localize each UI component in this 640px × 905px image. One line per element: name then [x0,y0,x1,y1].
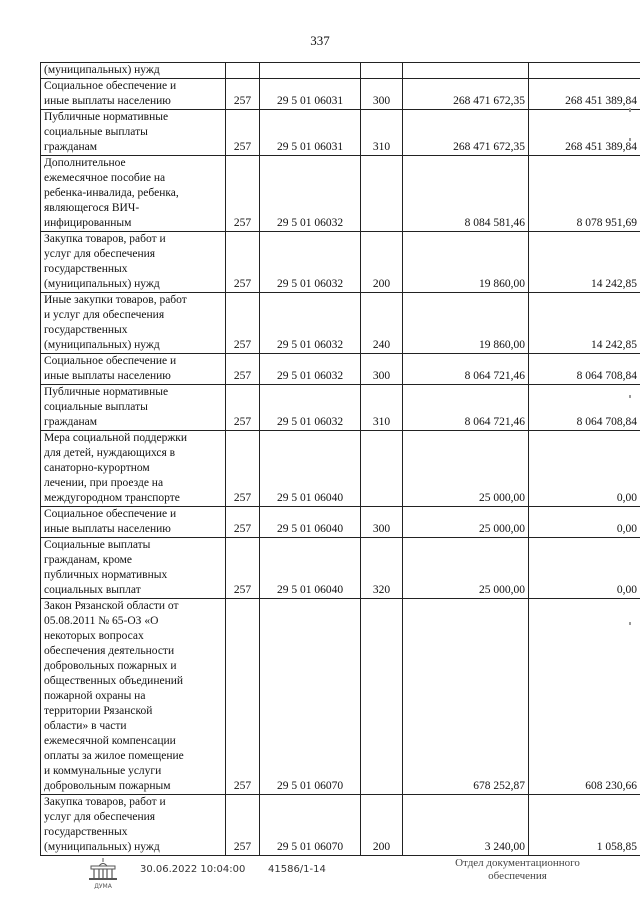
row-name [41,507,226,538]
row-name-line: иные выплаты населению [44,523,171,535]
row-type: 240 [361,293,403,354]
row-name [41,431,226,507]
row-name-line: ребенка-инвалида, ребенка, [44,187,179,199]
row-name-line: социальные выплаты [44,126,148,138]
row-code: 29 5 01 06070 [260,795,361,856]
row-name-line: лечении, при проезде на [44,477,164,489]
row-name-line: инфицированным [44,217,132,229]
row-name-line: гражданам [44,141,98,153]
row-code [260,63,361,79]
row-type: 320 [361,538,403,599]
row-amount-2: 8 078 951,69 [529,156,640,232]
table-row [41,385,640,431]
row-name-line: добровольных пожарных и [44,660,177,672]
row-name-line: Социальное обеспечение и [44,355,177,367]
row-type: 300 [361,507,403,538]
row-name-line: некоторых вопросах [44,630,144,642]
row-type: 310 [361,110,403,156]
row-type: 300 [361,354,403,385]
row-name-line: Дополнительное [44,157,126,169]
row-amount-2: 14 242,85 [529,232,640,293]
row-name-line: государственных [44,324,128,336]
row-amount-2: 8 064 708,84 [529,385,640,431]
table-row [41,795,640,856]
row-name [41,232,226,293]
row-type [361,63,403,79]
row-dept: 257 [226,293,260,354]
row-name-line: общественных объединений [44,675,184,687]
row-name-line: (муниципальных) нужд [44,278,160,290]
row-name-line: обеспечения деятельности [44,645,175,657]
row-code: 29 5 01 06032 [260,232,361,293]
row-name-line: добровольным пожарным [44,780,171,792]
row-amount-2: 1 058,85 [529,795,640,856]
row-amount-2: 14 242,85 [529,293,640,354]
row-name-line: услуг для обеспечения [44,811,156,823]
row-name-line: социальных выплат [44,584,141,596]
row-code: 29 5 01 06032 [260,293,361,354]
row-name-line: (муниципальных) нужд [44,841,160,853]
row-name [41,293,226,354]
table-row [41,63,640,79]
row-type [361,156,403,232]
row-type: 300 [361,79,403,110]
row-name [41,79,226,110]
row-name-line: ежемесячное пособие на [44,172,166,184]
row-amount-2 [529,63,640,79]
row-dept [226,63,260,79]
row-dept: 257 [226,507,260,538]
row-name-line: Публичные нормативные [44,111,169,123]
footer-department [430,857,605,883]
row-name-line: и услуг для обеспечения [44,309,165,321]
row-dept: 257 [226,538,260,599]
row-name-line: Закупка товаров, работ и [44,233,166,245]
footer-department-line: обеспечения [488,870,547,882]
row-type [361,599,403,795]
row-type: 200 [361,232,403,293]
row-code: 29 5 01 06040 [260,507,361,538]
row-amount-1: 8 084 581,46 [403,156,529,232]
table-row [41,293,640,354]
row-amount-2: 0,00 [529,507,640,538]
row-code: 29 5 01 06032 [260,156,361,232]
row-name-line: гражданам, кроме [44,554,133,566]
row-amount-1 [403,63,529,79]
row-amount-1: 25 000,00 [403,431,529,507]
page-number: 337 [310,33,330,48]
row-dept: 257 [226,431,260,507]
table-row [41,354,640,385]
row-dept: 257 [226,795,260,856]
row-amount-2: 8 064 708,84 [529,354,640,385]
row-amount-1: 19 860,00 [403,293,529,354]
row-name-line: санаторно-курортном [44,462,150,474]
table-row [41,538,640,599]
row-code: 29 5 01 06040 [260,431,361,507]
page-footer [0,850,640,900]
row-name [41,156,226,232]
row-amount-2: 0,00 [529,538,640,599]
row-name-line: Закон Рязанской области от [44,600,179,612]
row-name-line: Публичные нормативные [44,386,169,398]
table-row [41,507,640,538]
row-name [41,110,226,156]
row-name-line: иные выплаты населению [44,370,171,382]
row-dept: 257 [226,110,260,156]
row-amount-1: 3 240,00 [403,795,529,856]
row-code: 29 5 01 06031 [260,79,361,110]
row-name [41,599,226,795]
row-name-line: Социальное обеспечение и [44,508,177,520]
duma-logo-icon [85,856,121,890]
row-name-line: пожарной охраны на [44,690,146,702]
row-name-line: ежемесячной компенсации [44,735,176,747]
row-amount-2: 0,00 [529,431,640,507]
row-dept: 257 [226,79,260,110]
row-name [41,538,226,599]
row-name-line: Социальные выплаты [44,539,151,551]
row-name-line: и коммунальные услуги [44,765,162,777]
row-dept: 257 [226,599,260,795]
budget-table [40,62,640,856]
row-amount-1: 19 860,00 [403,232,529,293]
row-amount-1: 25 000,00 [403,538,529,599]
row-amount-2: 608 230,66 [529,599,640,795]
row-name-line: области» в части [44,720,127,732]
row-amount-1: 8 064 721,46 [403,385,529,431]
row-amount-2: 268 451 389,84 [529,79,640,110]
row-name-line: оплаты за жилое помещение [44,750,184,762]
row-name-line: Иные закупки товаров, работ [44,294,187,306]
footer-department-line: Отдел документационного [455,857,580,869]
row-name-line: государственных [44,263,128,275]
row-type [361,431,403,507]
row-name-line: для детей, нуждающихся в [44,447,176,459]
row-dept: 257 [226,354,260,385]
row-code: 29 5 01 06070 [260,599,361,795]
budget-table-body [41,63,640,856]
row-name-line: междугородном транспорте [44,492,180,504]
footer-timestamp: 30.06.2022 10:04:00 [140,864,246,875]
row-code: 29 5 01 06032 [260,354,361,385]
row-name-line: гражданам [44,416,98,428]
row-name-line: услуг для обеспечения [44,248,156,260]
row-type: 200 [361,795,403,856]
row-name [41,385,226,431]
row-name-line: иные выплаты населению [44,95,171,107]
row-name-line: (муниципальных) нужд [44,339,160,351]
row-name-line: территории Рязанской [44,705,153,717]
row-amount-1: 8 064 721,46 [403,354,529,385]
logo-caption: ДУМА [94,883,112,890]
scan-mark [629,108,631,112]
row-name [41,354,226,385]
row-type: 310 [361,385,403,431]
row-code: 29 5 01 06031 [260,110,361,156]
table-row [41,431,640,507]
row-code: 29 5 01 06040 [260,538,361,599]
row-code: 29 5 01 06032 [260,385,361,431]
table-row [41,156,640,232]
row-name [41,63,226,79]
row-amount-1: 25 000,00 [403,507,529,538]
row-name-line: (муниципальных) нужд [44,64,160,76]
row-name-line: государственных [44,826,128,838]
row-name-line: публичных нормативных [44,569,168,581]
table-row [41,110,640,156]
row-name-line: 05.08.2011 № 65-ОЗ «О [44,615,159,627]
row-amount-2: 268 451 389,84 [529,110,640,156]
row-name-line: Мера социальной поддержки [44,432,188,444]
row-amount-1: 268 471 672,35 [403,79,529,110]
row-name [41,795,226,856]
scan-mark [629,395,631,398]
row-name-line: Закупка товаров, работ и [44,796,166,808]
table-row [41,232,640,293]
table-row [41,599,640,795]
footer-doc-number: 41586/1-14 [268,864,326,875]
row-dept: 257 [226,232,260,293]
row-name-line: являющегося ВИЧ- [44,202,140,214]
scan-mark [629,622,631,625]
row-name-line: Социальное обеспечение и [44,80,177,92]
row-amount-1: 268 471 672,35 [403,110,529,156]
row-name-line: социальные выплаты [44,401,148,413]
table-row [41,79,640,110]
scan-mark [629,138,631,141]
row-dept: 257 [226,385,260,431]
row-dept: 257 [226,156,260,232]
row-amount-1: 678 252,87 [403,599,529,795]
